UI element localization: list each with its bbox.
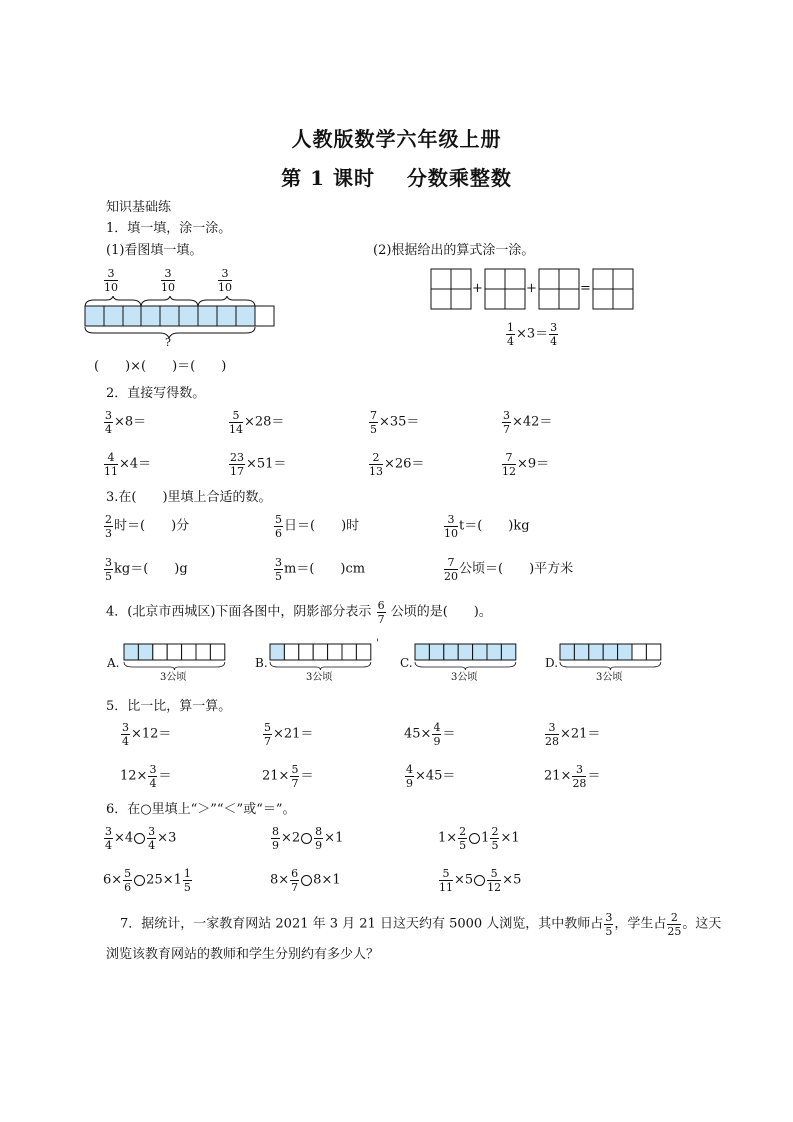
q4-bar-cell: [182, 644, 196, 660]
section-heading: 知识基础练: [106, 200, 172, 215]
lesson-subtitle: 第 1 课时 分数乘整数: [281, 166, 512, 190]
q4-option-c-label[interactable]: C.: [400, 656, 413, 670]
q1-fraction-bar-diagram: [80, 296, 280, 348]
q4-bar-cell: [284, 644, 298, 660]
q4-bar-cell: [313, 644, 327, 660]
q4-bar-cell: [299, 644, 313, 660]
q4-option-bars: [0, 642, 793, 686]
q6-compare[interactable]: 6× $\frac{5}{6}$ 25×1 $\frac{1}{5}$: [103, 867, 191, 894]
q2-item[interactable]: $\frac{3}{4}$ ×8＝: [105, 409, 147, 436]
plus-sign-2: +: [526, 281, 537, 296]
q4-bar-cell: [167, 644, 181, 660]
q2-stem: 2．直接写得数。: [106, 386, 206, 401]
q4-option-d-unit: 3公顷: [596, 672, 623, 683]
q3-stem: 3.在( )里填上合适的数。: [106, 490, 272, 505]
q3-item[interactable]: $\frac{5}{6}$ 日＝( )时: [275, 513, 360, 540]
q4-option-b-label[interactable]: B.: [255, 656, 268, 670]
q3-item[interactable]: $\frac{3}{10}$ t＝( )kg: [444, 513, 530, 540]
q1-part2-label: (2)根据给出的算式涂一涂。: [373, 243, 535, 258]
q4-bar-cell: [124, 644, 138, 660]
q4-bar-cell: [342, 644, 356, 660]
q5-item[interactable]: 21× $\frac{3}{28}$ ＝: [544, 763, 601, 790]
q4-bar-brace: [270, 662, 371, 670]
compare-circle[interactable]: [301, 833, 312, 844]
q1-equation: $\frac{1}{4}$ ×3＝ $\frac{3}{4}$: [507, 321, 558, 348]
q2-item[interactable]: $\frac{5}{14}$ ×28＝: [229, 409, 285, 436]
q4-bar-cell: [210, 644, 224, 660]
q4-bar-option-1: [124, 644, 225, 670]
q5-item[interactable]: 45× $\frac{4}{9}$ ＝: [404, 721, 456, 748]
q1-part1-label: (1)看图填一填。: [106, 243, 203, 258]
q7-line-2: 浏览该教育网站的教师和学生分别约有多少人？: [106, 947, 380, 962]
q4-bar-cell: [589, 644, 603, 660]
compare-circle[interactable]: [474, 875, 485, 886]
q5-item[interactable]: $\frac{3}{4}$ ×12＝: [122, 721, 172, 748]
q5-item[interactable]: $\frac{5}{7}$ ×21＝: [264, 721, 314, 748]
q4-bar-cell: [415, 644, 429, 660]
q4-option-b-unit: 3公顷: [306, 672, 333, 683]
q4-bar-cell: [632, 644, 646, 660]
q2-item[interactable]: $\frac{3}{7}$ ×42＝: [503, 409, 553, 436]
q2-item[interactable]: $\frac{4}{11}$ ×4＝: [104, 451, 152, 478]
q4-bar-brace: [124, 662, 225, 670]
q4-bar-cell: [487, 644, 501, 660]
q1-bar-fraction-3: $\frac{3}{10}$: [218, 267, 232, 294]
q6-compare[interactable]: $\frac{5}{11}$ ×5 $\frac{5}{12}$ ×5: [439, 867, 522, 894]
q4-bar-brace: [560, 662, 661, 670]
q4-bar-option-3: [415, 644, 516, 670]
q4-bar-cell: [270, 644, 284, 660]
q1-question-mark: ?: [165, 336, 171, 349]
q6-stem: 6．在○里填上“＞”“＜”或“＝”。: [106, 802, 296, 817]
q4-bar-cell: [356, 644, 370, 660]
q6-compare[interactable]: $\frac{8}{9}$ ×2 $\frac{8}{9}$ ×1: [272, 825, 344, 852]
q5-item[interactable]: $\frac{4}{9}$ ×45＝: [406, 763, 456, 790]
q2-item[interactable]: $\frac{2}{13}$ ×26＝: [369, 451, 425, 478]
compare-circle[interactable]: [134, 833, 145, 844]
q4-bar-cell: [429, 644, 443, 660]
q6-compare[interactable]: 1× $\frac{2}{5}$ 1 $\frac{2}{5}$ ×1: [438, 825, 520, 852]
q2-item[interactable]: $\frac{7}{5}$ ×35＝: [370, 409, 420, 436]
equals-sign: =: [580, 281, 591, 296]
q5-item[interactable]: 12× $\frac{3}{4}$ ＝: [120, 763, 172, 790]
q4-option-c-unit: 3公顷: [451, 672, 478, 683]
q4-option-a-label[interactable]: A.: [107, 656, 120, 670]
q5-item[interactable]: 21× $\frac{5}{7}$ ＝: [262, 763, 314, 790]
q5-item[interactable]: $\frac{3}{28}$ ×21＝: [545, 721, 601, 748]
q1-bar-fraction-1: $\frac{3}{10}$: [104, 267, 118, 294]
q4-bar-cell: [444, 644, 458, 660]
q4-bar-cell: [458, 644, 472, 660]
q4-bar-brace: [415, 662, 516, 670]
q4-bar-cell: [574, 644, 588, 660]
q3-item[interactable]: $\frac{7}{20}$ 公顷＝( )平方米: [444, 556, 574, 583]
q4-bar-option-2: [270, 644, 371, 670]
q6-compare[interactable]: $\frac{3}{4}$ ×4 $\frac{3}{4}$ ×3: [105, 825, 177, 852]
compare-circle[interactable]: [469, 833, 480, 844]
q4-bar-cell: [560, 644, 574, 660]
q4-bar-cell: [328, 644, 342, 660]
plus-sign-1: +: [472, 281, 483, 296]
q4-bar-cell: [473, 644, 487, 660]
q2-item[interactable]: $\frac{7}{12}$ ×9＝: [502, 451, 550, 478]
q4-bar-cell: [618, 644, 632, 660]
q1-answer-line[interactable]: ( )×( )＝( ): [94, 359, 227, 374]
q4-bar-cell: [646, 644, 660, 660]
page-title: 人教版数学六年级上册: [291, 127, 502, 151]
q4-bar-cell: [153, 644, 167, 660]
compare-circle[interactable]: [301, 875, 312, 886]
q3-item[interactable]: $\frac{3}{5}$ kg＝( )g: [105, 556, 188, 583]
q4-bar-cell: [196, 644, 210, 660]
q1-stem: 1．填一填，涂一涂。: [106, 221, 232, 236]
q4-bar-option-4: [560, 644, 661, 670]
q4-bar-cell: [603, 644, 617, 660]
q4-option-d-label[interactable]: D.: [545, 656, 559, 670]
q4-option-a-unit: 3公顷: [160, 672, 187, 683]
compare-circle[interactable]: [134, 875, 145, 886]
q4-bar-cell: [501, 644, 515, 660]
q3-item[interactable]: $\frac{2}{3}$ 时＝( )分: [105, 513, 190, 540]
q1-bar-fraction-2: $\frac{3}{10}$: [161, 267, 175, 294]
q4-stem: 4．(北京市西城区)下面各图中，阴影部分表示 $\frac{6}{7}$ 公顷的是( )。: [106, 599, 492, 626]
q7-line-1: 7．据统计，一家教育网站 2021 年 3 月 21 日这天约有 5000 人浏览，其中教师占 $\frac{3}{5}$ ，学生占 $\frac{2}{25}$ 。这天: [120, 911, 722, 938]
q6-compare[interactable]: 8× $\frac{6}{7}$ 8×1: [270, 867, 341, 894]
q5-stem: 5．比一比，算一算。: [106, 699, 232, 714]
q4-bar-cell: [138, 644, 152, 660]
q2-item[interactable]: $\frac{23}{17}$ ×51＝: [230, 451, 287, 478]
q3-item[interactable]: $\frac{3}{5}$ m＝( )cm: [275, 556, 366, 583]
